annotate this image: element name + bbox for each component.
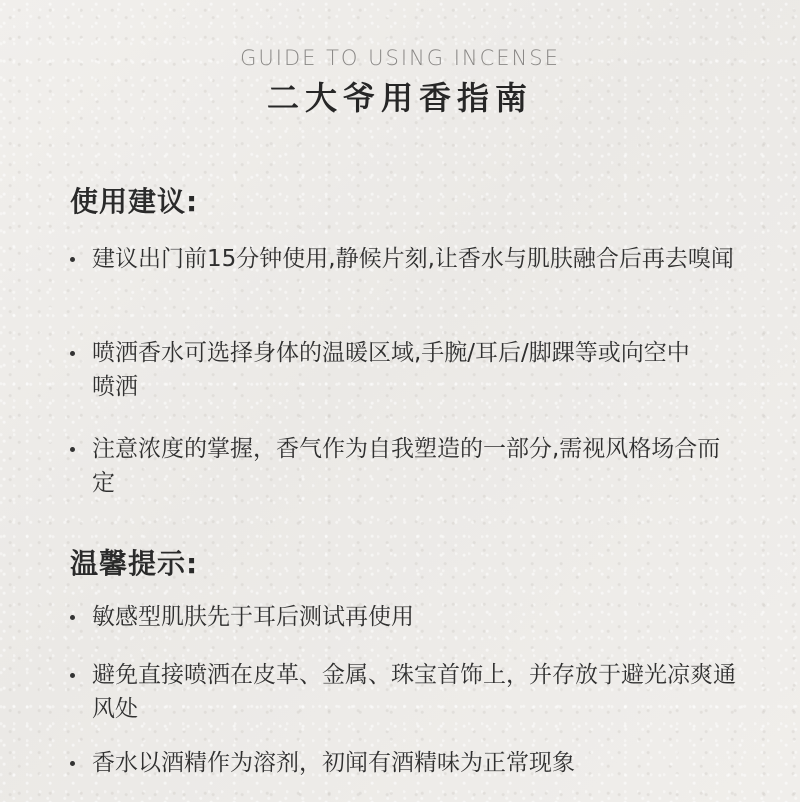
tips-item-text: 避免直接喷洒在皮革、金属、珠宝首饰上，并存放于避光凉爽通风处	[92, 662, 736, 722]
bullet-dot-icon	[70, 615, 75, 620]
page-subtitle: GUIDE TO USING INCENSE	[240, 46, 560, 70]
tips-item-1	[70, 600, 750, 634]
page-title: 二大爷用香指南	[266, 79, 533, 117]
usage-heading: 使用建议:	[70, 185, 199, 218]
tips-item-2	[70, 658, 750, 726]
usage-item-text: 建议出门前15分钟使用,静候片刻,让香水与肌肤融合后再去嗅闻	[92, 246, 734, 272]
bullet-dot-icon	[70, 447, 75, 452]
tips-item-text: 敏感型肌肤先于耳后测试再使用	[92, 604, 414, 630]
usage-section	[70, 184, 750, 496]
tips-item-3	[70, 746, 750, 780]
usage-item-2	[70, 336, 692, 404]
usage-item-text: 注意浓度的掌握，香气作为自我塑造的一部分,需视风格场合而定	[92, 436, 721, 496]
bullet-dot-icon	[70, 351, 75, 356]
usage-item-text: 喷洒香水可选择身体的温暖区域,手腕/耳后/脚踝等或向空中喷洒	[92, 340, 690, 400]
bullet-dot-icon	[70, 257, 75, 262]
tips-item-text: 香水以酒精作为溶剂，初闻有酒精味为正常现象	[92, 750, 575, 776]
usage-item-3	[70, 432, 732, 500]
bullet-dot-icon	[70, 761, 75, 766]
tips-heading: 温馨提示:	[70, 547, 199, 580]
tips-section	[70, 546, 750, 776]
usage-item-1	[70, 242, 750, 276]
page-header	[0, 44, 800, 120]
bullet-dot-icon	[70, 673, 75, 678]
